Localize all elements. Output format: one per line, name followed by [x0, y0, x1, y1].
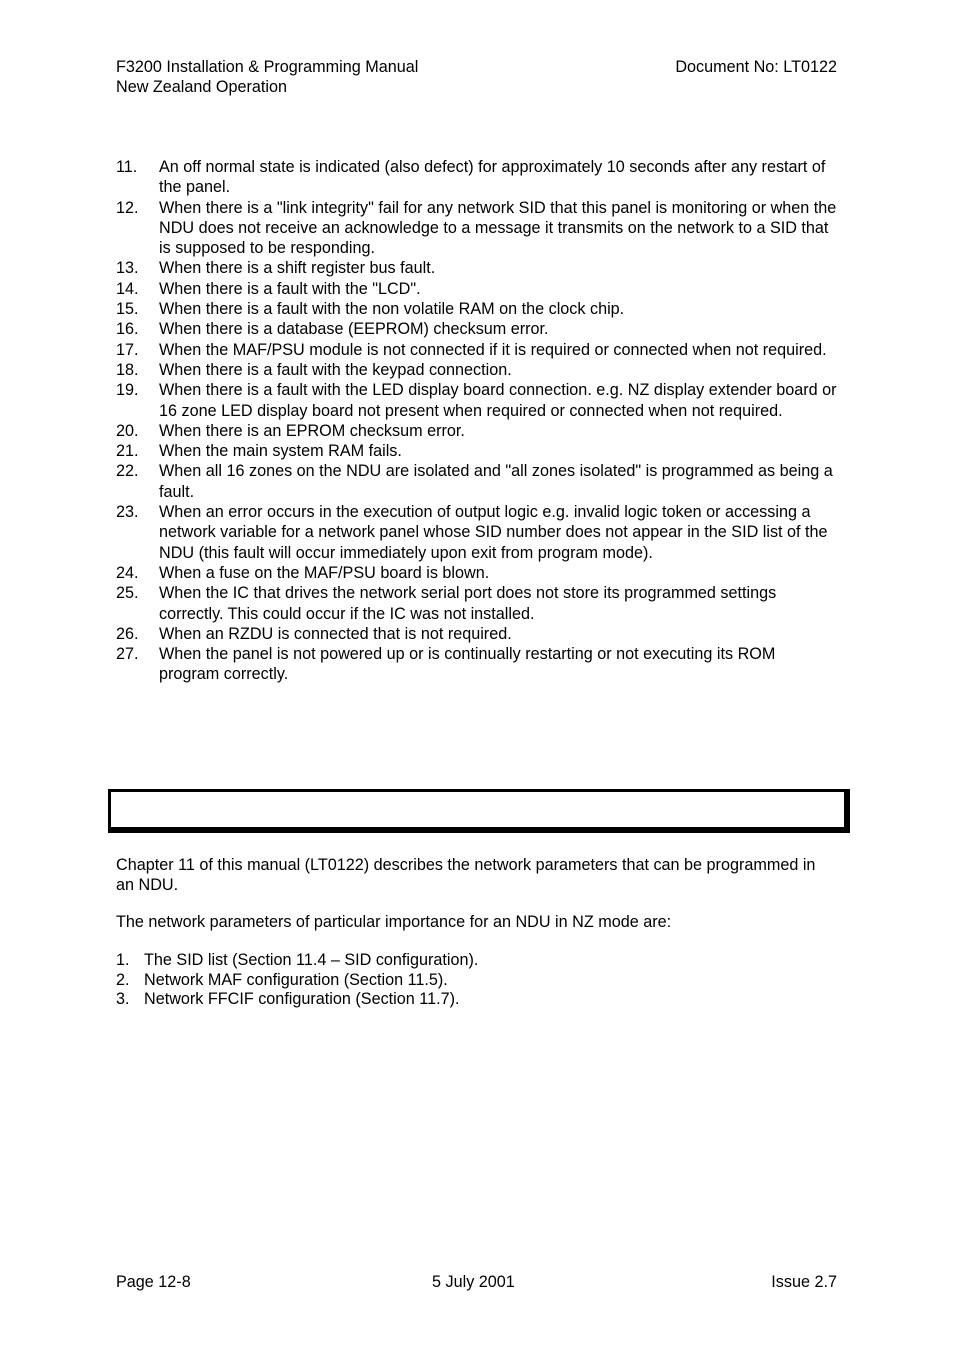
list-item: 26. When an RZDU is connected that is not required.	[116, 624, 512, 643]
list-item: 23. When an error occurs in the execution of output logic e.g. invalid logic token or accessing a network variable for a network panel whose SID number does not appear in the SID list of the NDU (this fault will occur immediately upon exit from program mode).	[116, 503, 828, 562]
list-item: 14. When there is a fault with the "LCD".	[116, 279, 421, 298]
list-item: 17. When the MAF/PSU module is not connected if it is required or connected when not required.	[116, 340, 827, 359]
list-item: 13. When there is a shift register bus fault.	[116, 259, 436, 278]
manual-title: F3200 Installation & Programming Manual	[116, 58, 419, 76]
list-item: 16. When there is a database (EEPROM) checksum error.	[116, 320, 549, 339]
manual-subtitle: New Zealand Operation	[116, 78, 287, 97]
list-item: 2. Network MAF configuration (Section 11.5).	[116, 970, 448, 989]
fault-conditions-list	[116, 157, 840, 685]
page-number: Page 12-8	[116, 1273, 191, 1291]
list-item: 22. When all 16 zones on the NDU are isolated and "all zones isolated" is programmed as being a fault.	[116, 462, 833, 501]
list-item: 27. When the panel is not powered up or is continually restarting or not executing its ROM program correctly.	[116, 645, 776, 684]
section-heading-box	[108, 789, 850, 833]
list-item: 25. When the IC that drives the network serial port does not store its programmed settings correctly. This could occur if the IC was not installed.	[116, 584, 777, 623]
list-item: 19. When there is a fault with the LED display board connection. e.g. NZ display extender board or 16 zone LED display board not present when required or connected when not required.	[116, 381, 837, 420]
network-parameters-list	[116, 951, 478, 1010]
intro-paragraph: Chapter 11 of this manual (LT0122) describes the network parameters that can be programmed in an NDU.	[116, 856, 816, 895]
page-header	[116, 57, 418, 98]
list-item: 18. When there is a fault with the keypad connection.	[116, 360, 512, 379]
list-item: 12. When there is a "link integrity" fail for any network SID that this panel is monitoring or when the NDU does not receive an acknowledge to a message it transmits on the network to a SID that is supposed to be responding.	[116, 198, 837, 258]
list-item: 15. When there is a fault with the non volatile RAM on the clock chip.	[116, 300, 625, 319]
list-item: 1. The SID list (Section 11.4 – SID configuration).	[116, 951, 479, 969]
issue-number: Issue 2.7	[771, 1273, 837, 1291]
list-item: 3. Network FFCIF configuration (Section 11.7).	[116, 990, 460, 1008]
list-item: 24. When a fuse on the MAF/PSU board is blown.	[116, 563, 490, 582]
list-item: 11. An off normal state is indicated (also defect) for approximately 10 seconds after any restart of the panel.	[116, 158, 826, 197]
importance-paragraph: The network parameters of particular importance for an NDU in NZ mode are:	[116, 913, 672, 931]
list-item: 20. When there is an EPROM checksum error.	[116, 421, 465, 440]
list-item: 21. When the main system RAM fails.	[116, 442, 402, 461]
document-number: Document No: LT0122	[675, 58, 837, 76]
document-date: 5 July 2001	[432, 1273, 515, 1291]
